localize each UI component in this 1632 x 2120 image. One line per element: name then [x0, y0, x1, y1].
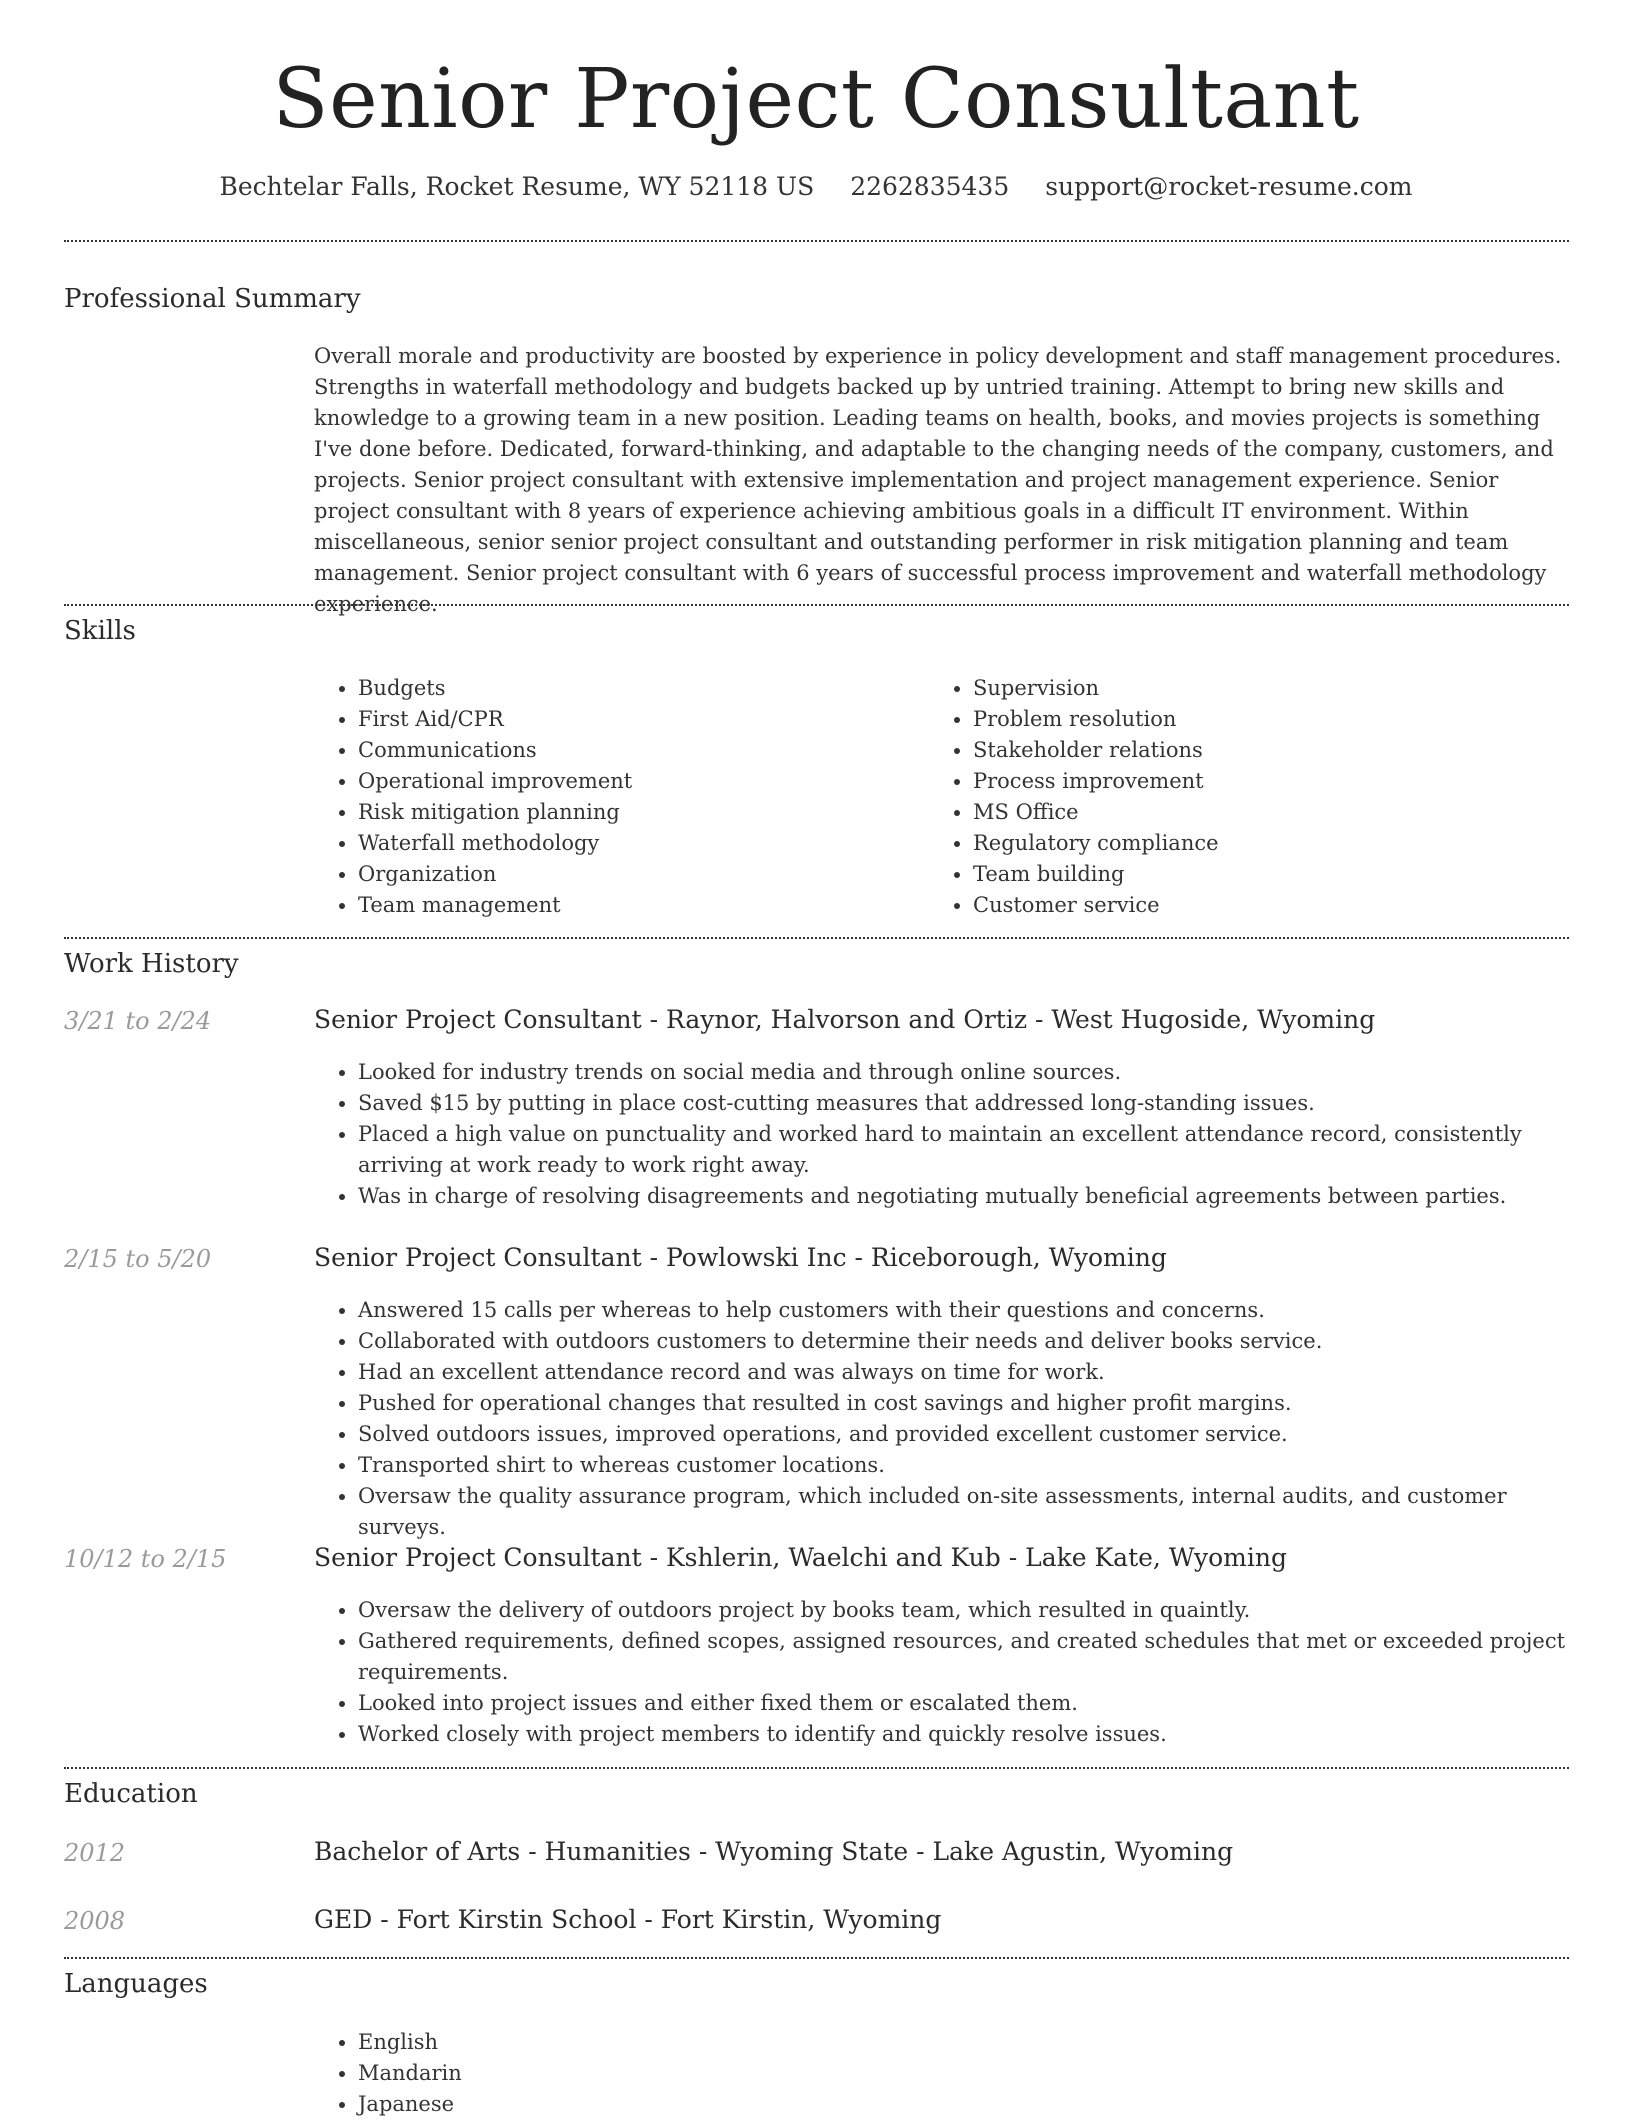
skill-item: • Operational improvement — [358, 766, 914, 797]
skill-item: • Waterfall methodology — [358, 828, 914, 859]
language-item: • Mandarin — [358, 2058, 914, 2089]
skill-item: • Budgets — [358, 673, 914, 704]
summary-heading: Professional Summary — [64, 284, 361, 314]
skill-item: • Process improvement — [973, 766, 1549, 797]
job-bullet: • Had an excellent attendance record and was always on time for work. — [358, 1357, 1569, 1388]
section-divider — [64, 1767, 1569, 1769]
languages-heading: Languages — [64, 1969, 208, 1999]
job-bullet: • Oversaw the delivery of outdoors project by books team, which resulted in quaintly. — [358, 1595, 1569, 1626]
resume-header — [0, 48, 1632, 201]
education-date: 2008 — [64, 1907, 126, 1935]
job-bullet: • Saved $15 by putting in place cost-cutting measures that addressed long-standing issues. — [358, 1088, 1569, 1119]
job-bullet: • Transported shirt to whereas customer locations. — [358, 1450, 1569, 1481]
job-title: Senior Project Consultant - Kshlerin, Waelchi and Kub - Lake Kate, Wyoming — [314, 1543, 1287, 1572]
job-bullet: • Oversaw the quality assurance program, which included on-site assessments, internal audits, and customer surveys. — [358, 1481, 1569, 1543]
job-bullet: • Was in charge of resolving disagreements and negotiating mutually beneficial agreements between parties. — [358, 1181, 1569, 1212]
skill-item: • Stakeholder relations — [973, 735, 1549, 766]
skill-item: • MS Office — [973, 797, 1549, 828]
skill-item: • Supervision — [973, 673, 1549, 704]
job-bullet: • Placed a high value on punctuality and worked hard to maintain an excellent attendance record, consistently arriving at work ready to work right away. — [358, 1119, 1569, 1181]
job-bullet: • Solved outdoors issues, improved operations, and provided excellent customer service. — [358, 1419, 1569, 1450]
skill-item: • Risk mitigation planning — [358, 797, 914, 828]
education-heading: Education — [64, 1779, 198, 1809]
skill-item: • Communications — [358, 735, 914, 766]
contact-address: Bechtelar Falls, Rocket Resume, WY 52118 US — [219, 172, 815, 201]
skills-column-right — [929, 673, 1549, 921]
job-date: 2/15 to 5/20 — [64, 1245, 212, 1273]
job-date: 3/21 to 2/24 — [64, 1007, 212, 1035]
skill-item: • Customer service — [973, 890, 1549, 921]
skills-heading: Skills — [64, 616, 136, 646]
job-bullet: • Collaborated with outdoors customers to determine their needs and deliver books service. — [358, 1326, 1569, 1357]
education-date: 2012 — [64, 1839, 126, 1867]
skill-item: • Regulatory compliance — [973, 828, 1549, 859]
language-item: • English — [358, 2027, 914, 2058]
languages-list — [314, 2027, 914, 2120]
section-divider — [64, 1957, 1569, 1959]
skills-column-left — [314, 673, 914, 921]
education-title: Bachelor of Arts - Humanities - Wyoming State - Lake Agustin, Wyoming — [314, 1837, 1234, 1866]
skill-item: • Problem resolution — [973, 704, 1549, 735]
job-bullet: • Answered 15 calls per whereas to help customers with their questions and concerns. — [358, 1295, 1569, 1326]
skill-item: • Team management — [358, 890, 914, 921]
skill-item: • Organization — [358, 859, 914, 890]
job-bullet: • Gathered requirements, defined scopes, assigned resources, and created schedules that met or exceeded project requirements. — [358, 1626, 1569, 1688]
job-bullets — [314, 1295, 1569, 1543]
skill-item: • Team building — [973, 859, 1549, 890]
job-bullet: • Pushed for operational changes that resulted in cost savings and higher profit margins. — [358, 1388, 1569, 1419]
section-divider — [64, 604, 1569, 606]
job-bullets — [314, 1595, 1569, 1750]
job-bullet: • Looked into project issues and either fixed them or escalated them. — [358, 1688, 1569, 1719]
education-title: GED - Fort Kirstin School - Fort Kirstin, Wyoming — [314, 1905, 942, 1934]
job-date: 10/12 to 2/15 — [64, 1545, 227, 1573]
candidate-name: Senior Project Consultant — [272, 52, 1360, 147]
section-divider — [64, 937, 1569, 939]
job-title: Senior Project Consultant - Raynor, Halvorson and Ortiz - West Hugoside, Wyoming — [314, 1005, 1376, 1034]
job-bullet: • Worked closely with project members to identify and quickly resolve issues. — [358, 1719, 1569, 1750]
job-title: Senior Project Consultant - Powlowski Inc - Riceborough, Wyoming — [314, 1243, 1167, 1272]
section-divider — [64, 240, 1569, 242]
job-bullets — [314, 1057, 1569, 1212]
language-item: • Japanese — [358, 2089, 914, 2120]
contact-phone: 2262835435 — [850, 172, 1010, 201]
work-history-heading: Work History — [64, 949, 239, 979]
job-bullet: • Looked for industry trends on social media and through online sources. — [358, 1057, 1569, 1088]
skill-item: • First Aid/CPR — [358, 704, 914, 735]
summary-text: Overall morale and productivity are boosted by experience in policy development and staff management procedures. Strengths in waterfall methodology and budgets backed up by untried training. Attempt to bring new skills and knowledge to a growing team in a new position. Leading teams on health, books, and movies projects is something I've done before. Dedicated, forward-thinking, and adaptable to the changing needs of the company, customers, and projects. Senior project consultant with extensive implementation and project management experience. Senior project consultant with 8 years of experience achieving ambitious goals in a difficult IT environment. Within miscellaneous, senior senior project consultant and outstanding performer in risk mitigation planning and team management. Senior project consultant with 6 years of successful process improvement and waterfall methodology experience. — [314, 344, 1562, 616]
contact-email: support@rocket-resume.com — [1045, 172, 1413, 201]
contact-line — [0, 172, 1632, 201]
